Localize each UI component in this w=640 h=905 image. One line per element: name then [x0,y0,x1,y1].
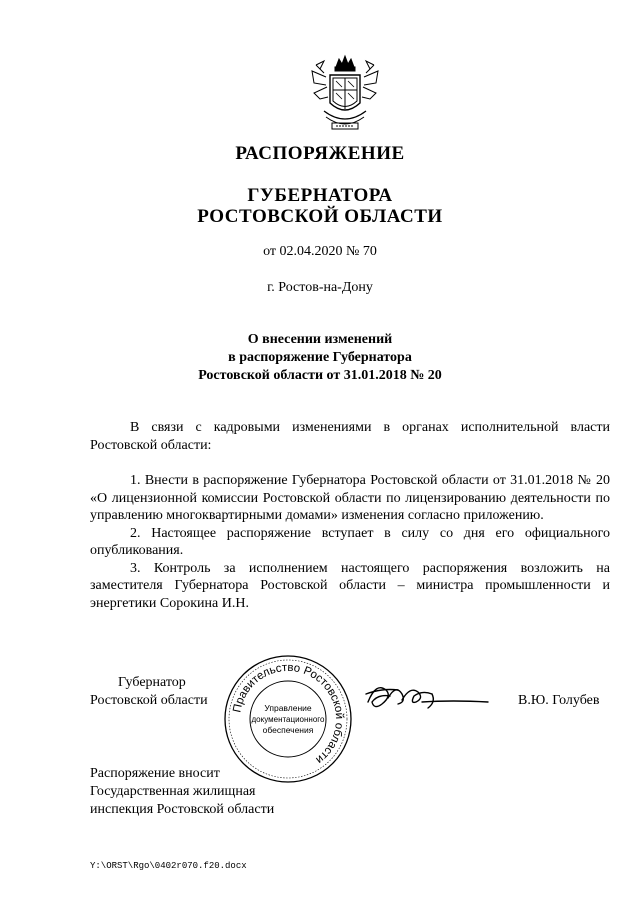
handwritten-signature [362,672,492,722]
preamble-paragraph [90,419,610,454]
coat-of-arms-emblem [306,53,384,135]
svg-text:Правительство Ростовской облас [231,662,345,766]
seal-inner-line2: документационного [251,715,325,724]
submitted-by-block [90,765,274,819]
preamble-text: В связи с кадровыми изменениями в органах исполнительной власти Ростовской области: [90,420,610,453]
seal-inner-line3: обеспечения [262,725,314,735]
subject-line3: Ростовской области от 31.01.2018 № 20 [198,368,442,383]
signer-position-line1: Губернатор [118,675,186,690]
signer-position-line2: Ростовской области [90,693,208,708]
authority-title-line1: ГУБЕРНАТОРА [247,185,393,206]
subject-line2: в распоряжение Губернатора [228,350,412,365]
file-path-footer: Y:\ORST\Rgo\0402r070.f20.docx [90,861,247,871]
order-item-1: 1. Внести в распоряжение Губернатора Ростовской области от 31.01.2018 № 20 «О лицензионной комиссии Ростовской области по лицензированию деятельности по управлению многоквартирными домами» изменения согласно приложению. [90,473,610,523]
order-item-3: 3. Контроль за исполнением настоящего распоряжения возложить на заместителя Губернатора Ростовской области – министра промышленности и энергетики Сорокина И.Н. [90,560,610,611]
subject-line1: О внесении изменений [247,332,393,347]
submitted-by-line2: Государственная жилищная [90,784,256,799]
submitted-by-line3: инспекция Ростовской области [90,802,275,817]
document-city: г. Ростов-на-Дону [267,280,373,295]
document-date-number: от 02.04.2020 № 70 [263,244,377,259]
order-items [90,472,610,612]
seal-outer-text: Правительство Ростовской области [231,661,346,766]
signer-name: В.Ю. Голубев [518,693,600,708]
authority-title-line2: РОСТОВСКОЙ ОБЛАСТИ [197,206,443,227]
document-type-title: РАСПОРЯЖЕНИЕ [235,143,405,164]
order-item-2: 2. Настоящее распоряжение вступает в силу со дня его официального опубликования. [90,525,610,558]
submitted-by-line1: Распоряжение вносит [90,766,220,781]
seal-inner-line1: Управление [264,703,312,713]
document-subject [0,331,640,385]
